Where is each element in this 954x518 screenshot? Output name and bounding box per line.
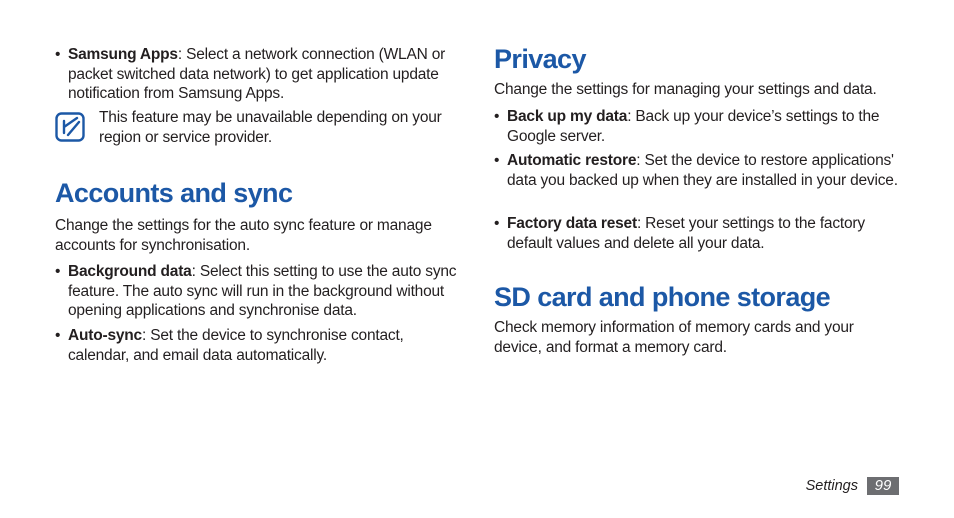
bullet-term: Automatic restore (507, 152, 637, 169)
bullet-term: Back up my data (507, 108, 628, 125)
bullet-dot: • (55, 46, 61, 63)
bullet-text: : Select a network connection (WLAN or packet switched data network) to get application update notification from Samsung Apps. (68, 46, 446, 103)
bullet-dot: • (494, 152, 500, 169)
bullet-text: : Reset your settings to the factory default values and delete all your data. (507, 215, 865, 252)
note-pencil-icon (55, 112, 85, 142)
bullet-term: Factory data reset (507, 215, 637, 232)
accounts-heading: Accounts and sync (55, 178, 293, 208)
page-number-badge: 99 (867, 477, 899, 495)
storage-description: Check memory information of memory cards and your device, and format a memory card. (494, 319, 854, 356)
list-item-samsung-apps (55, 45, 478, 104)
list-item-auto-sync (55, 326, 448, 365)
list-item-factory-data-reset (494, 214, 902, 253)
bullet-term: Samsung Apps (68, 46, 178, 63)
page-footer (806, 477, 899, 495)
bullet-text: : Set the device to restore applications' data you backed up when they are installed in your device. (507, 152, 898, 189)
bullet-text: : Back up your device’s settings to the Google server. (507, 108, 880, 145)
note-text: This feature may be unavailable depending on your region or service provider. (99, 109, 442, 146)
footer-section-name: Settings (805, 478, 858, 494)
bullet-text: : Set the device to synchronise contact, calendar, and email data automatically. (68, 327, 404, 364)
bullet-term: Background data (68, 263, 192, 280)
storage-heading: SD card and phone storage (494, 282, 831, 312)
list-item-back-up-my-data (494, 107, 907, 146)
accounts-description: Change the settings for the auto sync feature or manage accounts for synchronisation. (55, 217, 432, 254)
list-item-automatic-restore (494, 151, 917, 190)
bullet-term: Auto-sync (68, 327, 142, 344)
list-item-background-data (55, 262, 465, 321)
privacy-heading: Privacy (494, 44, 586, 74)
bullet-text: : Select this setting to use the auto sync feature. The auto sync will run in the background without opening applications and synchronise data. (68, 263, 457, 320)
bullet-dot: • (55, 327, 61, 344)
bullet-dot: • (494, 215, 500, 232)
bullet-dot: • (494, 108, 500, 125)
privacy-description: Change the settings for managing your settings and data. (494, 81, 877, 98)
bullet-dot: • (55, 263, 61, 280)
